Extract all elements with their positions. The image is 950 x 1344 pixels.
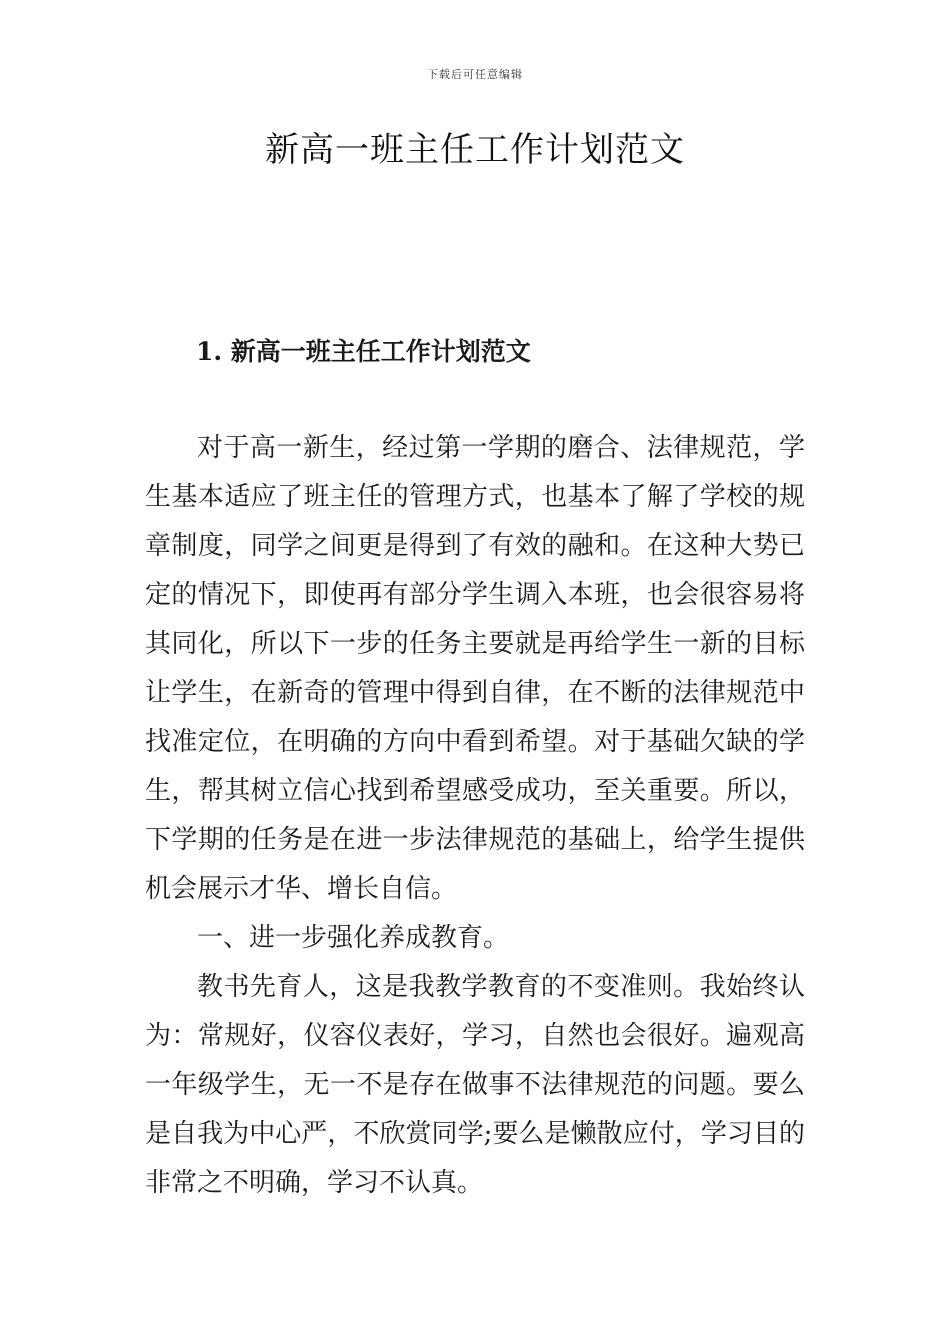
document-body [145,424,805,1208]
section-heading: 1. 新高一班主任工作计划范文 [196,337,531,366]
paragraph: 教书先育人，这是我教学教育的不变准则。我始终认为：常规好，仪容仪表好，学习，自然也会很好。遍观高一年级学生，无一不是存在做事不法律规范的问题。要么是自我为中心严，不欣赏同学;要么是懒散应付，学习目的非常之不明确，学习不认真。 [145,972,805,1198]
document-title: 新高一班主任工作计划范文 [265,130,685,170]
paragraph: 一、进一步强化养成教育。 [197,923,510,953]
paragraph: 对于高一新生，经过第一学期的磨合、法律规范，学生基本适应了班主任的管理方式，也基本了解了学校的规章制度，同学之间更是得到了有效的融和。在这种大势已定的情况下，即使再有部分学生调入本班，也会很容易将其同化，所以下一步的任务主要就是再给学生一新的目标让学生，在新奇的管理中得到自律，在不断的法律规范中找准定位，在明确的方向中看到希望。对于基础欠缺的学生，帮其树立信心找到希望感受成功，至关重要。所以，下学期的任务是在进一步法律规范的基础上，给学生提供机会展示才华、增长自信。 [145,433,805,904]
header-note: 下载后可任意编辑 [427,68,523,81]
